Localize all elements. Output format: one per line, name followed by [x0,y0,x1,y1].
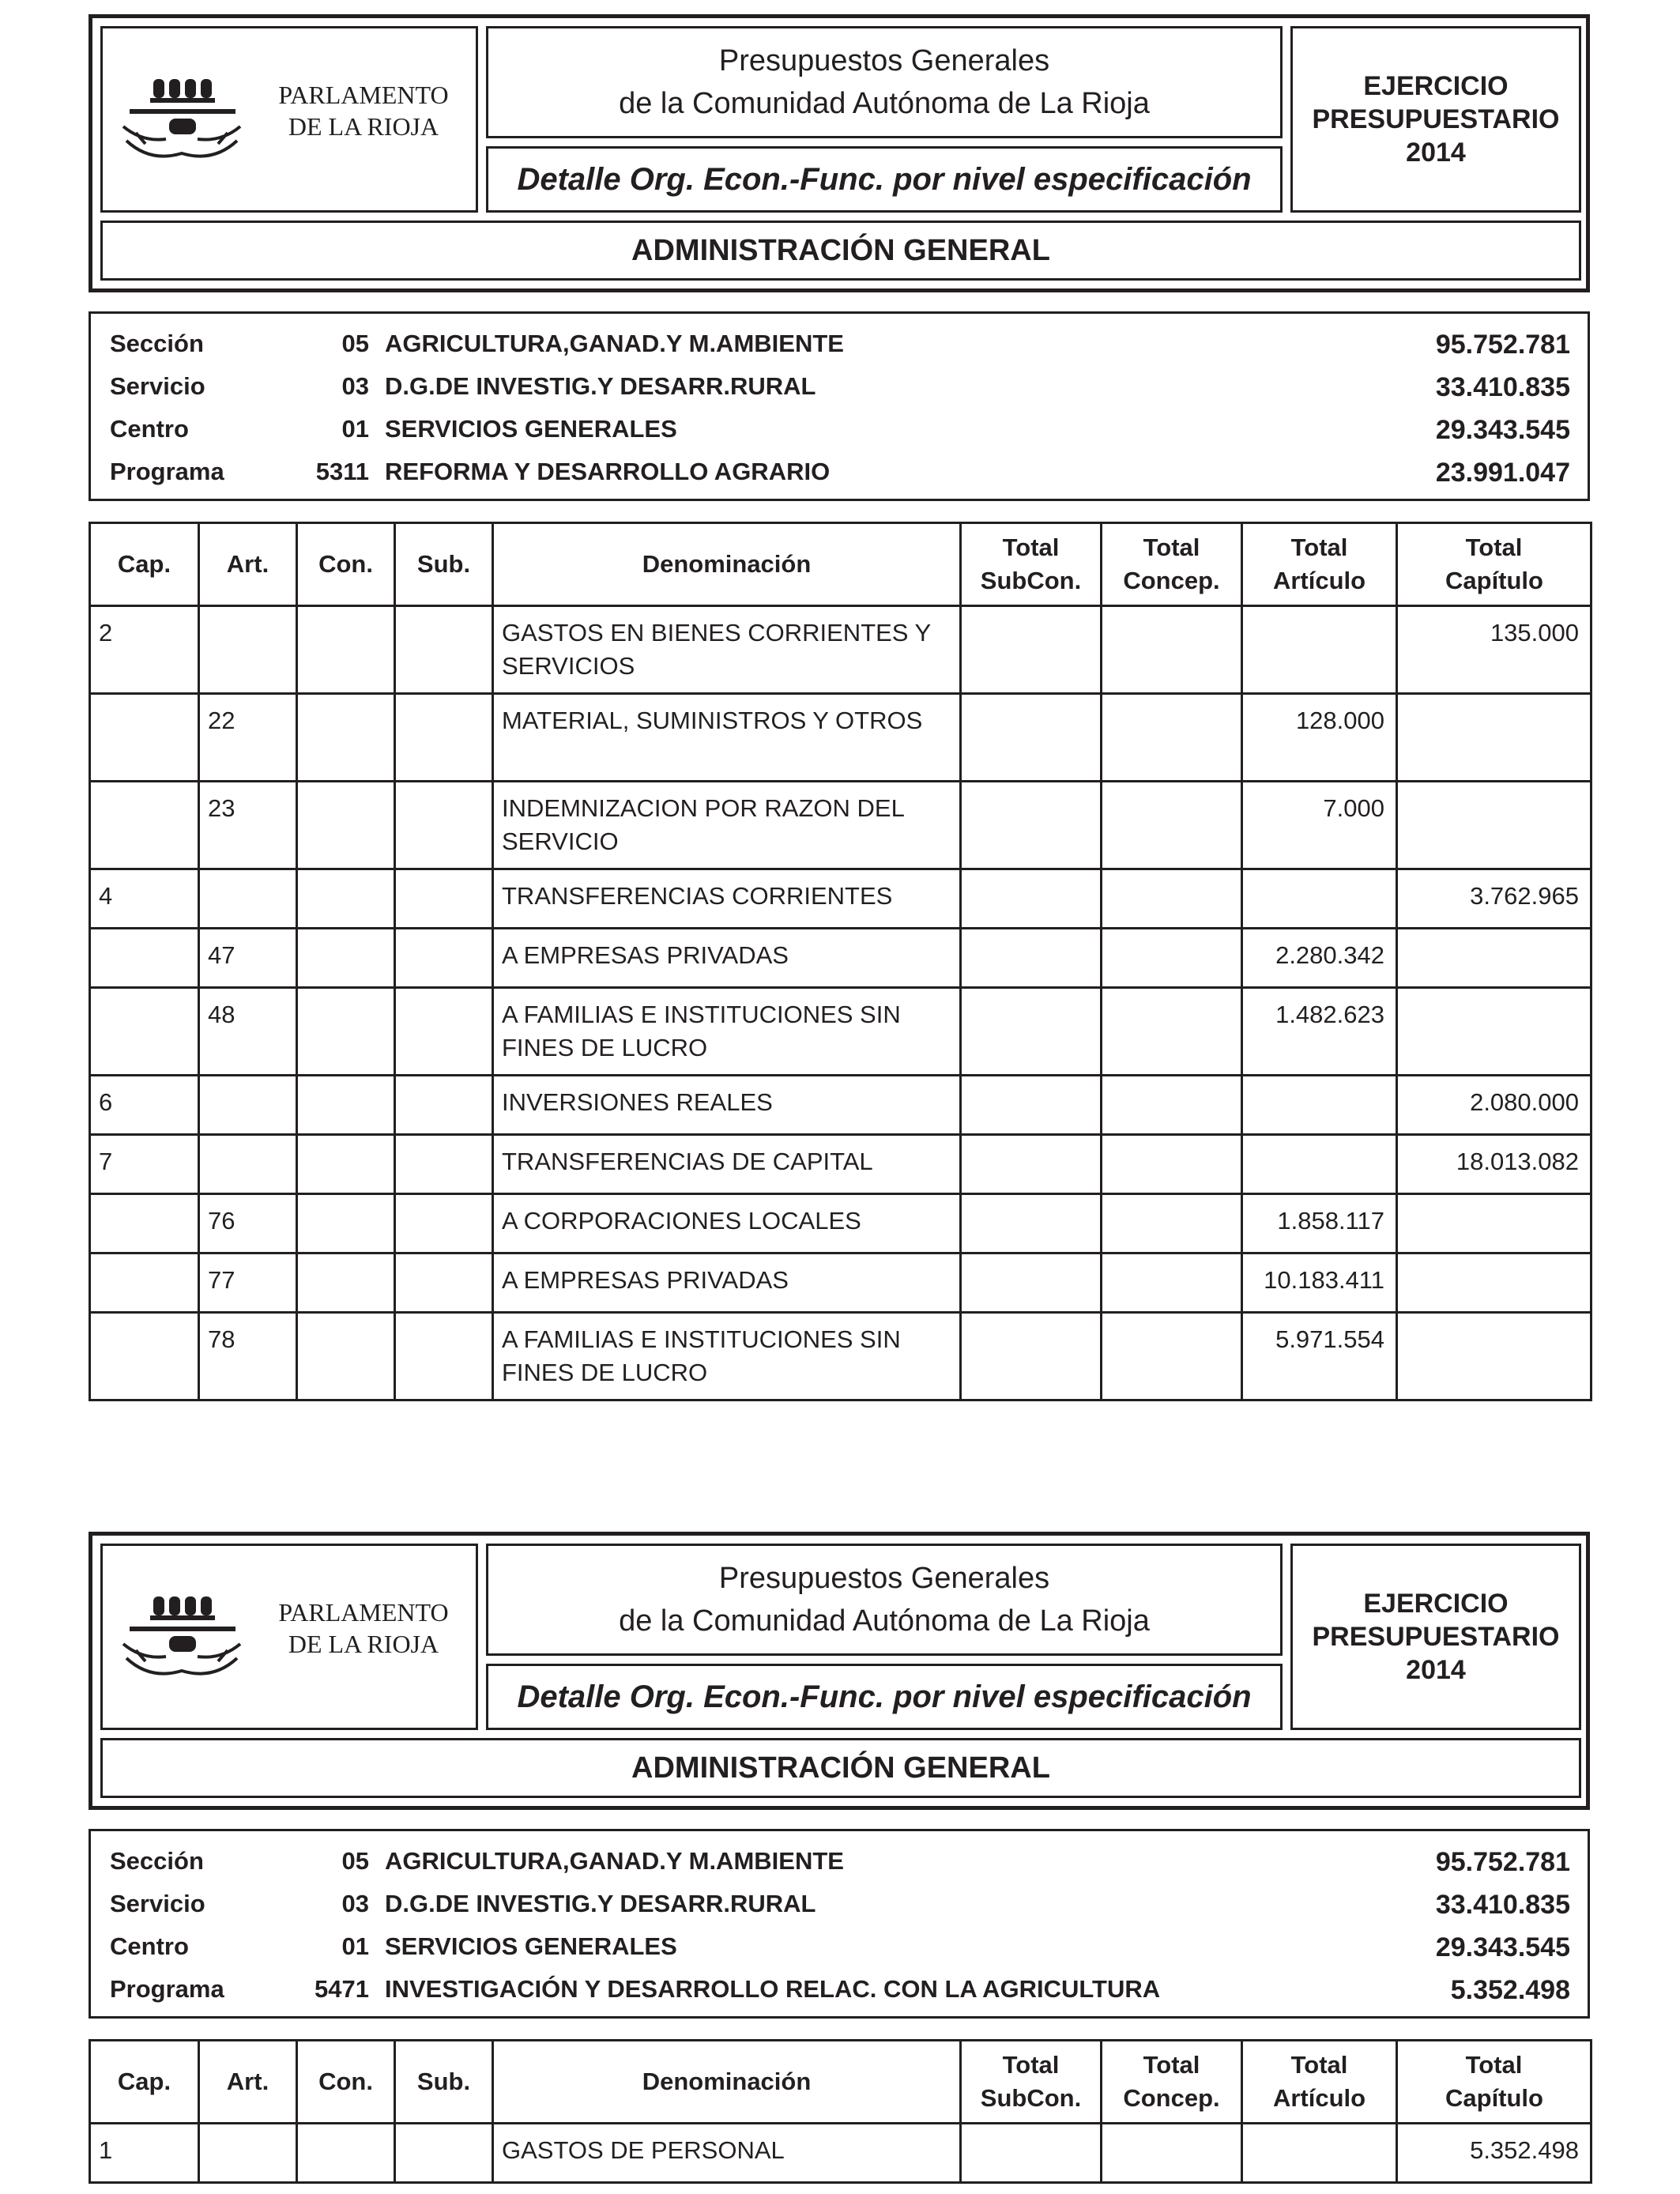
info-row-centro [91,1924,1588,1967]
info-row-servicio [91,1882,1588,1924]
info-code: 01 [341,1932,369,1960]
cell-denominacion: A FAMILIAS E INSTITUCIONES SIN FINES DE LUCRO [493,1313,961,1400]
info-label: Servicio [110,1890,205,1917]
cell-sub [395,694,493,782]
cell-total-capitulo [1397,1194,1591,1253]
cell-cap [90,1313,199,1400]
cell-total-concep [1102,988,1242,1076]
cell-denominacion: MATERIAL, SUMINISTROS Y OTROS [493,694,961,782]
parliament-name [261,79,466,142]
info-name: SERVICIOS GENERALES [385,1932,677,1960]
column-header-con: Con. [297,523,395,606]
cell-art: 76 [199,1194,297,1253]
fiscal-year-line2: PRESUPUESTARIO [1312,1622,1560,1652]
parliament-logo-box [100,1544,478,1730]
document-title-box [486,26,1283,138]
table-header-row [90,523,1591,606]
info-row-centro [91,407,1588,450]
column-header-cap: Cap. [90,2041,199,2124]
table-row [90,1076,1591,1135]
fiscal-year-line2: PRESUPUESTARIO [1312,104,1560,134]
cell-denominacion: INVERSIONES REALES [493,1076,961,1135]
cell-total-subcon [961,782,1102,869]
cell-total-capitulo: 5.352.498 [1397,2124,1591,2183]
table-row [90,929,1591,988]
cell-cap [90,1194,199,1253]
cell-total-subcon [961,1313,1102,1400]
info-name: SERVICIOS GENERALES [385,415,677,443]
cell-con [297,782,395,869]
info-amount: 23.991.047 [1435,458,1570,488]
cell-cap [90,694,199,782]
section-banner [100,221,1581,281]
cell-total-concep [1102,694,1242,782]
column-header-sub: Sub. [395,523,493,606]
info-code: 05 [341,330,369,357]
cell-cap: 4 [90,869,199,929]
table-row [90,1253,1591,1313]
cell-total-capitulo [1397,988,1591,1076]
document-subtitle: Detalle Org. Econ.-Func. por nivel especificación [517,1679,1252,1714]
cell-total-articulo: 128.000 [1242,694,1397,782]
cell-denominacion: A EMPRESAS PRIVADAS [493,929,961,988]
cell-art: 22 [199,694,297,782]
cell-total-articulo: 1.858.117 [1242,1194,1397,1253]
parliament-name-line2: DE LA RIOJA [288,112,439,141]
info-label: Sección [110,330,204,357]
cell-total-articulo [1242,1135,1397,1194]
cell-cap: 2 [90,606,199,694]
table-row [90,988,1591,1076]
column-header-art: Art. [199,523,297,606]
info-amount: 33.410.835 [1435,372,1570,402]
table-row [90,606,1591,694]
cell-total-articulo [1242,2124,1397,2183]
cell-denominacion: TRANSFERENCIAS DE CAPITAL [493,1135,961,1194]
cell-total-capitulo: 135.000 [1397,606,1591,694]
cell-total-concep [1102,869,1242,929]
info-label: Programa [110,458,224,485]
info-row-programa [91,1967,1588,2010]
section-banner-text: ADMINISTRACIÓN GENERAL [631,233,1050,267]
cell-art: 78 [199,1313,297,1400]
document-title-box [486,1544,1283,1656]
cell-sub [395,1253,493,1313]
cell-total-articulo: 7.000 [1242,782,1397,869]
table-row [90,694,1591,782]
info-name: D.G.DE INVESTIG.Y DESARR.RURAL [385,1890,816,1917]
cell-denominacion: TRANSFERENCIAS CORRIENTES [493,869,961,929]
cell-total-capitulo [1397,782,1591,869]
table-header-row [90,2041,1591,2124]
cell-denominacion: A EMPRESAS PRIVADAS [493,1253,961,1313]
document-title-line2: de la Comunidad Autónoma de La Rioja [619,87,1150,120]
document-header [89,14,1590,292]
section-banner [100,1738,1581,1798]
cell-total-subcon [961,1253,1102,1313]
cell-con [297,1194,395,1253]
cell-sub [395,988,493,1076]
cell-total-capitulo: 2.080.000 [1397,1076,1591,1135]
info-row-programa [91,450,1588,492]
parliament-name-line1: PARLAMENTO [278,1598,449,1627]
cell-sub [395,2124,493,2183]
parliament-emblem-icon [119,68,245,179]
info-name: D.G.DE INVESTIG.Y DESARR.RURAL [385,372,816,400]
info-name: REFORMA Y DESARROLLO AGRARIO [385,458,831,485]
column-header-total-concep: Total Concep. [1102,523,1242,606]
cell-art [199,869,297,929]
cell-total-articulo: 10.183.411 [1242,1253,1397,1313]
column-header-art: Art. [199,2041,297,2124]
info-label: Centro [110,1932,189,1960]
cell-sub [395,1194,493,1253]
column-header-total-articulo: Total Artículo [1242,523,1397,606]
table-row [90,1135,1591,1194]
cell-art: 23 [199,782,297,869]
cell-sub [395,1135,493,1194]
column-header-denominacion: Denominación [493,523,961,606]
cell-denominacion: GASTOS DE PERSONAL [493,2124,961,2183]
budget-page-1 [89,14,1590,1401]
document-subtitle: Detalle Org. Econ.-Func. por nivel especificación [517,161,1252,197]
table-row [90,2124,1591,2183]
cell-total-subcon [961,694,1102,782]
cell-cap: 1 [90,2124,199,2183]
organization-info-box [89,1829,1590,2019]
column-header-cap: Cap. [90,523,199,606]
cell-total-articulo: 1.482.623 [1242,988,1397,1076]
column-header-total-articulo: Total Artículo [1242,2041,1397,2124]
info-row-seccion [91,1839,1588,1882]
cell-con [297,1076,395,1135]
cell-art: 48 [199,988,297,1076]
cell-sub [395,782,493,869]
cell-con [297,929,395,988]
table-row [90,782,1591,869]
info-code: 01 [341,415,369,443]
info-code: 5471 [315,1975,369,2003]
info-label: Servicio [110,372,205,400]
cell-art: 47 [199,929,297,988]
cell-sub [395,1313,493,1400]
info-amount: 95.752.781 [1435,330,1570,360]
budget-page-2 [89,1532,1590,2184]
cell-denominacion: A CORPORACIONES LOCALES [493,1194,961,1253]
cell-total-capitulo: 3.762.965 [1397,869,1591,929]
cell-total-capitulo: 18.013.082 [1397,1135,1591,1194]
document-subtitle-box [486,1664,1283,1730]
cell-total-capitulo [1397,1313,1591,1400]
cell-art [199,1135,297,1194]
fiscal-year-box [1290,1544,1581,1730]
cell-cap [90,782,199,869]
cell-total-subcon [961,1194,1102,1253]
cell-con [297,1253,395,1313]
info-amount: 29.343.545 [1435,1932,1570,1962]
info-label: Centro [110,415,189,443]
column-header-con: Con. [297,2041,395,2124]
cell-total-concep [1102,1253,1242,1313]
cell-total-subcon [961,1135,1102,1194]
column-header-total-subcon: Total SubCon. [961,523,1102,606]
cell-total-concep [1102,1194,1242,1253]
cell-total-subcon [961,929,1102,988]
cell-total-concep [1102,606,1242,694]
cell-total-concep [1102,1076,1242,1135]
cell-con [297,2124,395,2183]
cell-cap: 6 [90,1076,199,1135]
cell-con [297,869,395,929]
info-label: Sección [110,1847,204,1875]
cell-total-capitulo [1397,929,1591,988]
organization-info-box [89,311,1590,501]
cell-cap [90,929,199,988]
cell-total-articulo: 5.971.554 [1242,1313,1397,1400]
cell-art [199,1076,297,1135]
cell-sub [395,606,493,694]
table-row [90,1194,1591,1253]
cell-denominacion: GASTOS EN BIENES CORRIENTES Y SERVICIOS [493,606,961,694]
parliament-name-line1: PARLAMENTO [278,81,449,109]
cell-total-concep [1102,1313,1242,1400]
info-amount: 5.352.498 [1450,1975,1570,2005]
info-code: 03 [341,1890,369,1917]
info-code: 5311 [315,458,369,485]
document-title-line1: Presupuestos Generales [718,1562,1050,1595]
cell-total-subcon [961,2124,1102,2183]
cell-art [199,606,297,694]
parliament-emblem-icon [119,1585,245,1696]
cell-sub [395,929,493,988]
document-header [89,1532,1590,1810]
column-header-total-concep: Total Concep. [1102,2041,1242,2124]
cell-cap: 7 [90,1135,199,1194]
cell-total-articulo: 2.280.342 [1242,929,1397,988]
info-amount: 33.410.835 [1435,1890,1570,1920]
cell-total-concep [1102,929,1242,988]
cell-total-articulo [1242,606,1397,694]
cell-total-articulo [1242,869,1397,929]
cell-sub [395,1076,493,1135]
parliament-logo-box [100,26,478,213]
cell-total-articulo [1242,1076,1397,1135]
info-amount: 95.752.781 [1435,1847,1570,1877]
cell-total-subcon [961,1076,1102,1135]
info-name: INVESTIGACIÓN Y DESARROLLO RELAC. CON LA AGRICULTURA [385,1975,1161,2003]
budget-table [89,522,1592,1401]
info-amount: 29.343.545 [1435,415,1570,445]
cell-con [297,694,395,782]
column-header-denominacion: Denominación [493,2041,961,2124]
column-header-total-capitulo: Total Capítulo [1397,2041,1591,2124]
column-header-total-subcon: Total SubCon. [961,2041,1102,2124]
document-title-line1: Presupuestos Generales [718,44,1050,77]
parliament-name-line2: DE LA RIOJA [288,1630,439,1658]
fiscal-year-box [1290,26,1581,213]
cell-total-concep [1102,1135,1242,1194]
cell-total-subcon [961,988,1102,1076]
info-row-seccion [91,322,1588,364]
cell-total-subcon [961,869,1102,929]
cell-con [297,1135,395,1194]
fiscal-year-value: 2014 [1406,1655,1466,1685]
column-header-total-capitulo: Total Capítulo [1397,523,1591,606]
cell-total-concep [1102,782,1242,869]
info-name: AGRICULTURA,GANAD.Y M.AMBIENTE [385,330,844,357]
info-row-servicio [91,364,1588,407]
cell-art [199,2124,297,2183]
cell-total-concep [1102,2124,1242,2183]
cell-con [297,606,395,694]
document-subtitle-box [486,146,1283,213]
info-label: Programa [110,1975,224,2003]
info-code: 03 [341,372,369,400]
fiscal-year-line1: EJERCICIO [1363,71,1509,101]
fiscal-year-line1: EJERCICIO [1363,1589,1509,1619]
cell-total-capitulo [1397,694,1591,782]
cell-total-capitulo [1397,1253,1591,1313]
cell-sub [395,869,493,929]
budget-table [89,2039,1592,2184]
cell-cap [90,1253,199,1313]
table-row [90,869,1591,929]
column-header-sub: Sub. [395,2041,493,2124]
cell-total-subcon [961,606,1102,694]
cell-cap [90,988,199,1076]
table-row [90,1313,1591,1400]
cell-denominacion: A FAMILIAS E INSTITUCIONES SIN FINES DE LUCRO [493,988,961,1076]
info-code: 05 [341,1847,369,1875]
parliament-name [261,1596,466,1660]
cell-art: 77 [199,1253,297,1313]
info-name: AGRICULTURA,GANAD.Y M.AMBIENTE [385,1847,844,1875]
cell-denominacion: INDEMNIZACION POR RAZON DEL SERVICIO [493,782,961,869]
section-banner-text: ADMINISTRACIÓN GENERAL [631,1751,1050,1785]
cell-con [297,1313,395,1400]
fiscal-year-value: 2014 [1406,138,1466,168]
document-title-line2: de la Comunidad Autónoma de La Rioja [619,1604,1150,1638]
cell-con [297,988,395,1076]
